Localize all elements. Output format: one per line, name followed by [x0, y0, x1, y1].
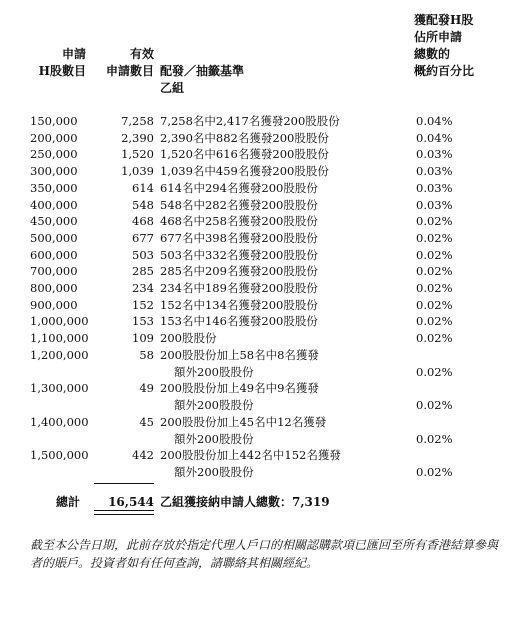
table-row — [0, 230, 520, 246]
row-percentage: 0.02% — [416, 264, 453, 279]
header-valid-applications — [96, 46, 154, 80]
row-basis: 614名中294名獲發200股股份 — [160, 180, 318, 195]
row-valid-applications: 234 — [132, 281, 154, 295]
header-pct-line4: 概約百分比 — [414, 64, 475, 78]
row-applied-shares: 250,000 — [30, 147, 78, 162]
row-basis: 503名中332名獲發200股股份 — [160, 247, 318, 262]
row-valid-applications: 7,258 — [121, 114, 154, 128]
row-basis-continued: 額外200股股份 — [174, 364, 254, 379]
row-valid-applications: 2,390 — [121, 130, 154, 145]
row-percentage: 0.03% — [416, 197, 453, 212]
row-valid-applications: 614 — [132, 180, 154, 195]
row-percentage: 0.03% — [416, 164, 453, 179]
row-basis: 153名中146名獲發200股股份 — [160, 314, 318, 329]
row-applied-shares: 1,400,000 — [30, 414, 89, 429]
row-percentage: 0.02% — [416, 431, 453, 446]
footnote: 截至本公告日期，此前存放於指定代理人戶口的相關認購款項已匯回至所有香港結算參與者的賬戶。投資者如有任何查詢，請聯絡其相關經紀。 — [30, 538, 499, 570]
row-applied-shares: 400,000 — [30, 197, 78, 212]
total-description: 乙組獲接納申請人總數：7,319 — [160, 495, 330, 509]
row-percentage: 0.02% — [416, 281, 453, 295]
total-value: 16,544 — [108, 495, 154, 509]
table-row — [0, 447, 520, 480]
header-pct-line1: 獲配發H股 — [414, 13, 474, 27]
row-percentage: 0.04% — [416, 114, 453, 128]
row-basis: 7,258名中2,417名獲發200股股份 — [160, 114, 340, 128]
header-applied-shares — [30, 46, 86, 80]
row-percentage: 0.04% — [416, 130, 453, 145]
row-applied-shares: 200,000 — [30, 130, 78, 145]
row-valid-applications: 153 — [132, 314, 154, 329]
row-percentage: 0.02% — [416, 364, 453, 379]
total-label: 總計 — [56, 495, 81, 509]
row-basis-continued: 額外200股股份 — [174, 465, 254, 480]
row-percentage: 0.02% — [416, 398, 453, 413]
row-basis-continued: 額外200股股份 — [174, 398, 254, 413]
row-valid-applications: 503 — [132, 247, 154, 262]
table-row — [0, 197, 520, 213]
row-percentage: 0.02% — [416, 297, 453, 312]
row-applied-shares: 1,100,000 — [30, 331, 89, 346]
table-row — [0, 263, 520, 279]
row-basis: 152名中134名獲發200股股份 — [160, 297, 318, 312]
row-basis: 200股股份加上58名中8名獲發 — [160, 347, 319, 362]
row-applied-shares: 150,000 — [30, 114, 78, 128]
table-row — [0, 163, 520, 179]
row-applied-shares: 300,000 — [30, 164, 78, 179]
row-applied-shares: 1,300,000 — [30, 381, 89, 396]
row-applied-shares: 700,000 — [30, 264, 78, 279]
row-percentage: 0.02% — [416, 465, 453, 480]
header-pct-line2: 佔所申請 — [414, 30, 463, 44]
total-rule-double-1 — [94, 510, 154, 511]
table-row — [0, 380, 520, 413]
row-valid-applications: 45 — [139, 414, 154, 429]
header-pct-line3: 總數的 — [414, 47, 451, 61]
row-percentage: 0.03% — [416, 180, 453, 195]
table-row — [0, 280, 520, 296]
row-applied-shares: 1,200,000 — [30, 347, 89, 362]
table-row — [0, 180, 520, 196]
row-applied-shares: 600,000 — [30, 247, 78, 262]
row-valid-applications: 677 — [132, 230, 154, 245]
header-valid-line1: 有效 — [129, 47, 154, 61]
table-row — [0, 247, 520, 263]
row-basis: 1,039名中459名獲發200股股份 — [160, 164, 329, 179]
row-basis: 1,520名中616名獲發200股股份 — [160, 147, 329, 162]
row-applied-shares: 500,000 — [30, 230, 78, 245]
table-row — [0, 313, 520, 329]
table-row — [0, 330, 520, 346]
row-valid-applications: 548 — [132, 197, 154, 212]
row-applied-shares: 450,000 — [30, 214, 78, 229]
row-applied-shares: 350,000 — [30, 180, 78, 195]
row-percentage: 0.02% — [416, 331, 453, 346]
header-valid-line2: 申請數目 — [105, 64, 154, 78]
row-percentage: 0.02% — [416, 247, 453, 262]
row-basis: 200股股份加上49名中9名獲發 — [160, 381, 319, 396]
row-percentage: 0.02% — [416, 214, 453, 229]
row-basis: 2,390名中882名獲發200股股份 — [160, 130, 329, 145]
row-percentage: 0.03% — [416, 147, 453, 162]
row-basis: 677名中398名獲發200股股份 — [160, 230, 318, 245]
row-valid-applications: 1,039 — [121, 164, 154, 179]
row-valid-applications: 468 — [132, 214, 154, 229]
header-percentage — [414, 12, 474, 80]
table-row — [0, 146, 520, 162]
row-valid-applications: 49 — [139, 381, 154, 396]
row-applied-shares: 900,000 — [30, 297, 78, 312]
row-valid-applications: 58 — [139, 347, 154, 362]
header-applied-line1: 申請 — [61, 47, 86, 61]
table-row — [0, 130, 520, 146]
row-basis: 285名中209名獲發200股股份 — [160, 264, 318, 279]
row-valid-applications: 442 — [132, 448, 154, 463]
row-percentage: 0.02% — [416, 314, 453, 329]
row-valid-applications: 1,520 — [121, 147, 154, 162]
row-basis: 200股股份 — [160, 331, 217, 346]
row-basis-continued: 額外200股股份 — [174, 431, 254, 446]
row-basis: 548名中282名獲發200股股份 — [160, 197, 318, 212]
table-row — [0, 414, 520, 446]
row-valid-applications: 109 — [132, 331, 154, 346]
header-basis: 配發／抽籤基準 — [160, 64, 245, 78]
row-applied-shares: 1,000,000 — [30, 314, 89, 329]
row-applied-shares: 800,000 — [30, 281, 78, 295]
table-row — [0, 113, 520, 129]
header-group: 乙組 — [160, 81, 185, 95]
table-row — [0, 213, 520, 229]
header-applied-line2: H股數目 — [38, 64, 86, 78]
total-rule-top — [94, 483, 154, 484]
row-basis: 200股股份加上45名中12名獲發 — [160, 414, 327, 429]
row-basis: 200股股份加上442名中152名獲發 — [160, 448, 341, 463]
row-basis: 234名中189名獲發200股股份 — [160, 281, 318, 295]
row-basis: 468名中258名獲發200股股份 — [160, 214, 318, 229]
row-applied-shares: 1,500,000 — [30, 448, 89, 463]
row-valid-applications: 152 — [132, 297, 154, 312]
row-percentage: 0.02% — [416, 230, 453, 245]
table-row — [0, 297, 520, 313]
table-row — [0, 347, 520, 379]
total-rule-double-2 — [94, 514, 154, 515]
row-valid-applications: 285 — [132, 264, 154, 279]
